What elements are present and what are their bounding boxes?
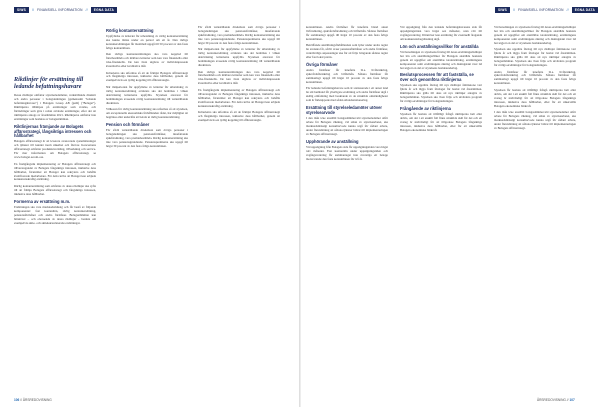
paragraph: Kriterierna ska utformas så att de främjar Bolagets affärsstrategi och långsiktiga intressen, inklusive dess hållbarhet, genom att exempelvis ha en tydlig koppling till affärsstrategin. bbox=[198, 110, 280, 123]
page-number: 106 bbox=[14, 398, 20, 402]
page-header bbox=[495, 5, 598, 14]
page-number: 107 bbox=[569, 398, 575, 402]
paragraph: När mätperioden för uppfyllelse av kriterier för utbetalning av rörlig kontantersättning avslutats ska det bedömas i vilken utsträckning kriterierna uppfyllts. Styrelsen ansvarar för bedömningen avseende rörlig kontantersättning till verkställande direktören. bbox=[106, 84, 188, 105]
paragraph: En framgångsrik implementering av Bolagets affärsstrategi och tillvaratagandet av Bolagets långsiktiga intressen, inklusive dess hållbarhet, förutsätter att Bolaget kan rekrytera och behålla kvalificerade medarbetare. För detta krävs att Bolaget kan erbjuda konkurrenskraftig ersättning. bbox=[198, 87, 280, 108]
footer-separator: // bbox=[20, 398, 22, 402]
paragraph: Bolagets affärsstrategi är att leverera avancerade systemlösningar och tjänster till kunder inom säkerhet och försvar. Koncernens affärsstrategi omfattar produktutveckling, tillverkning och service. För mer information om Bolagets affärsstrategi, se www.bolaget.se/om-oss. bbox=[14, 139, 96, 160]
section-heading: Ersättning till styrelseledamöter utöver styrelsearvode bbox=[306, 105, 382, 116]
column bbox=[494, 26, 576, 133]
paragraph: Rörlig kontantersättning som omfattas av dessa riktlinjer ska syfta till att främja Bolagets affärsstrategi och långsiktiga intressen, inklusive dess hållbarhet. bbox=[14, 183, 96, 196]
section-heading: Formerna av ersättning m.m. bbox=[14, 198, 71, 204]
paragraph: När mätperioden för uppfyllelse av kriterier för utbetalning av rörlig kontantersättning avslutats ska det bedömas i vilken utsträckning kriterierna uppfyllts. Styrelsen ansvarar för bedömningen avseende rörlig kontantersättning till verkställande direktören. bbox=[198, 47, 280, 68]
page-title: Riktlinjer för ersättning till ledande befattningshavare bbox=[14, 76, 84, 90]
section-heading: Övriga förmåner bbox=[306, 62, 338, 68]
header-subsection: EGNA DATA bbox=[91, 7, 117, 13]
paragraph: Villkoren för rörlig kontantersättning ska utformas så att styrelsen, om exceptionella ekonomiska förhållanden råder, har möjlighet att begränsa eller underlåta att betala ut rörlig kontantersättning. bbox=[106, 107, 188, 120]
header-separator: // bbox=[566, 7, 569, 12]
header-section: FINANSIELL INFORMATION bbox=[518, 7, 564, 12]
header-subsection: EGNA DATA bbox=[572, 7, 598, 13]
paragraph: Beträffande anställningsförhållanden som lyder under andra regler än svenska får, såvitt avser pensionsförmåner och andra förmåner, vederbörliga anpassningar ske för att följa tvingande sådana regler eller fast lokal praxis. bbox=[306, 43, 388, 60]
paragraph: Styrelsen får besluta att tillfälligt frångå riktlinjerna helt eller delvis, om det i ett enskilt fall finns särskilda skäl för det och ett avsteg är nödvändigt för att tillgodose Bolagets långsiktiga intressen, inklusive dess hållbarhet, eller för att säkerställa Bolagets ekonomiska bärkraft. bbox=[400, 111, 482, 132]
page-header bbox=[14, 5, 117, 14]
section-heading: Upphörande av anställning bbox=[306, 138, 359, 144]
paragraph: En framgångsrik implementering av Bolagets affärsstrategi och tillvaratagandet av Bolagets långsiktiga intressen, inklusive dess hållbarhet, förutsätter att Bolaget kan rekrytera och behålla kvalificerade medarbetare. För detta krävs att Bolaget kan erbjuda konkurrenskraftig ersättning. bbox=[14, 161, 96, 182]
paragraph: Vid beredningen av styrelsens förslag till dessa ersättningsriktlinjer har lön och anställningsvillkor för Bolagets anställda beaktats genom att uppgifter om anställdas totalersättning, ersättningens komponenter samt ersättningens ökning och ökningstakt över tid har utgjort en del av styrelsens beslutsunderlag. bbox=[494, 25, 576, 45]
header-separator: // bbox=[85, 7, 88, 12]
paragraph: Vid uppsägning från Bolagets sida får uppsägningstiden vara högst tolv månader. Fast kontantlön under uppsägningstiden och avgångsvederlag får sammantaget inte överstiga ett belopp motsvarande den fasta kontantlönen för två år. bbox=[306, 144, 388, 161]
section-heading: Pension och förmåner bbox=[106, 122, 150, 128]
paragraph: Kriterierna ska utformas så att de främjar Bolagets affärsstrategi och långsiktiga intressen, inklusive dess hållbarhet, genom att exempelvis ha en tydlig koppling till affärsstrategin. bbox=[106, 70, 188, 83]
section-heading: Frångående av riktlinjerna bbox=[400, 106, 451, 112]
paragraph: Den rörliga kontantersättningen ska vara kopplad till förutbestämda och mätbara kriterier som kan vara finansiella eller icke-finansiella. De kan även utgöras av individanpassade kvantitativa eller kvalitativa mål. bbox=[106, 52, 188, 69]
paragraph: Uppfyllelse av kriterier för utbetalning av rörlig kontantersättning ska kunna mätas under en period om ett år. Den rörliga kontantersättningen får maximalt uppgå till 50 procent av den fasta årliga kontantlönen. bbox=[106, 33, 188, 50]
column bbox=[306, 26, 388, 164]
section-heading: Lön och anställningsvillkor för anställda bbox=[400, 43, 479, 49]
footer-separator: // bbox=[566, 398, 569, 402]
paragraph: Andra förmåner får innefatta bl.a. livförsäkring, sjukvårdsförsäkring och bilförmån. Sådana förmåner får sammanlagt uppgå till högst 10 procent av den fasta årliga kontantlönen. bbox=[306, 68, 388, 84]
column bbox=[14, 26, 96, 228]
paragraph: Styrelsen får besluta att tillfälligt frångå riktlinjerna helt eller delvis, om det i ett enskilt fall finns särskilda skäl för det och ett avsteg är nödvändigt för att tillgodose Bolagets långsiktiga intressen, inklusive dess hållbarhet, eller för att säkerställa Bolagets ekonomiska bärkraft. bbox=[494, 87, 576, 108]
paragraph: Andra förmåner får innefatta bl.a. livförsäkring, sjukvårdsförsäkring och bilförmån. Sådana förmåner får sammanlagt uppgå till högst 10 procent av den fasta årliga kontantlönen. bbox=[494, 69, 576, 86]
section-heading: Riktlinjernas främjande av Bolagets affärsstrategi, långsiktiga intressen och hållbarhet bbox=[14, 123, 92, 139]
paragraph: I den mån icke anställd bolagsstämmovald styrelseledamot utför arbete för Bolagets räkning, vid sidan av styrelsearbetet, ska marknadsmässigt konsultarvode kunna utgå för sådant arbete, under förutsättning att sådana tjänster bidrar till implementeringen av Bolagets affärsstrategi. bbox=[306, 115, 388, 136]
paragraph: Den rörliga kontantersättningen ska vara kopplad till förutbestämda och mätbara kriterier som kan vara finansiella eller icke-finansiella. De kan även utgöras av individanpassade kvantitativa eller kvalitativa mål. bbox=[198, 69, 280, 86]
paragraph: För såväl verkställande direktören som övriga personer i bolagsledningen ska pensionsförmåner, innefattande sjukförsäkring, vara premiebestämda. Rörlig kontantersättning ska inte vara pensionsgrundande. Pensionspremierna ska uppgå till högst 30 procent av den fasta årliga kontantlönen. bbox=[106, 127, 188, 148]
column bbox=[400, 26, 482, 135]
page-footer bbox=[537, 398, 575, 402]
header-separator: // bbox=[512, 7, 516, 12]
left-page bbox=[0, 0, 299, 407]
paragraph: Dessa riktlinjer omfattar styrelseledamöter, verkställande direktör och andra personer i bolagsledningen (gemensamt "ledande befattningshavare") i Bolagets Group AB (publ) ("Bolaget"). Riktlinjerna tillämpas på ersättningar som avtalas, och förändringar som görs i redan avtalade ersättningar, efter det att riktlinjerna antogs av årsstämman 2021. Riktlinjerna omfattar inte ersättningar som beslutas av bolagsstämman. bbox=[14, 93, 96, 121]
paragraph: kontantlönen. Andra förmåner får innefatta bland annat livförsäkring, sjukvårdsförsäkring och bilförmån. Sådana förmåner får sammanlagt uppgå till högst 10 procent av den fasta årliga kontantlönen. bbox=[306, 25, 388, 41]
paragraph: Vid uppsägning från den ledande befattningshavarens sida får uppsägningstiden vara högst sex månader, utan rätt till avgångsvederlag. Därutöver kan ersättning för eventuellt åtagande om konkurrensbegränsning utgå. bbox=[400, 25, 482, 41]
paragraph: Styrelsen ska upprätta förslag till nya riktlinjer åtminstone vart fjärde år och lägga fram förslaget för beslut vid årsstämman. Riktlinjerna ska gälla till dess att nya riktlinjer antagits av bolagsstämman. Styrelsen ska även följa och utvärdera program för rörliga ersättningar för bolagsledningen. bbox=[400, 83, 482, 104]
page-footer bbox=[14, 398, 52, 402]
header-separator: // bbox=[31, 7, 35, 12]
paragraph: Styrelsen ska upprätta förslag till nya riktlinjer åtminstone vart fjärde år och lägga fram förslaget för beslut vid årsstämman. Riktlinjerna ska gälla till dess att nya riktlinjer antagits av bolagsstämman. Styrelsen ska även följa och utvärdera program för rörliga ersättningar för bolagsledningen. bbox=[494, 47, 576, 68]
header-tag: SIWS bbox=[14, 7, 29, 13]
section-heading: Rörlig kontantersättning bbox=[106, 28, 154, 33]
footer-label: ÅRSREDOVISNING bbox=[537, 398, 566, 402]
section-heading: Beslutsprocessen för att fastställa, se över och genomföra riktlinjerna bbox=[400, 72, 474, 83]
paragraph: För såväl verkställande direktören som övriga personer i bolagsledningen ska pensionsförmåner, innefattande sjukförsäkring, vara premiebestämda. Rörlig kontantersättning ska inte vara pensionsgrundande. Pensionspremierna ska uppgå till högst 30 procent av den fasta årliga kontantlönen. bbox=[198, 25, 280, 45]
header-section: FINANSIELL INFORMATION bbox=[37, 7, 83, 12]
paragraph: Ersättningen ska vara marknadsmässig och får bestå av följande komponenter: fast kontantlön, rörlig kontantersättning, pensionsförmåner och andra förmåner. Bolagsstämman kan härutöver – och oberoende av dessa riktlinjer – besluta om exempelvis aktie- och aktiekursrelaterade ersättningar. bbox=[14, 204, 96, 225]
footer-label: ÅRSREDOVISNING bbox=[22, 398, 52, 402]
paragraph: För ledande befattningshavare som är stationerade i ett annat land än sitt hemland får ytterligare ersättning och andra förmåner utgå i skälig omfattning med beaktande av de särskilda omständigheter som är förknippade med sådan utlandsstationering. bbox=[306, 86, 388, 103]
header-tag: SIWS bbox=[495, 7, 510, 13]
column bbox=[198, 26, 280, 125]
paragraph: Vid beredningen av styrelsens förslag till dessa ersättningsriktlinjer har lön och anställningsvillkor för Bolagets anställda beaktats genom att uppgifter om anställdas totalersättning, ersättningens komponenter samt ersättningens ökning och ökningstakt över tid har utgjort en del av styrelsens beslutsunderlag. bbox=[400, 49, 482, 70]
column bbox=[106, 26, 188, 151]
paragraph: I den mån icke anställd bolagsstämmovald styrelseledamot utför arbete för Bolagets räkning, vid sidan av styrelsearbetet, ska marknadsmässigt konsultarvode kunna utgå för sådant arbete, under förutsättning att sådana tjänster bidrar till implementeringen av Bolagets affärsstrategi. bbox=[494, 110, 576, 130]
right-page bbox=[301, 0, 600, 407]
